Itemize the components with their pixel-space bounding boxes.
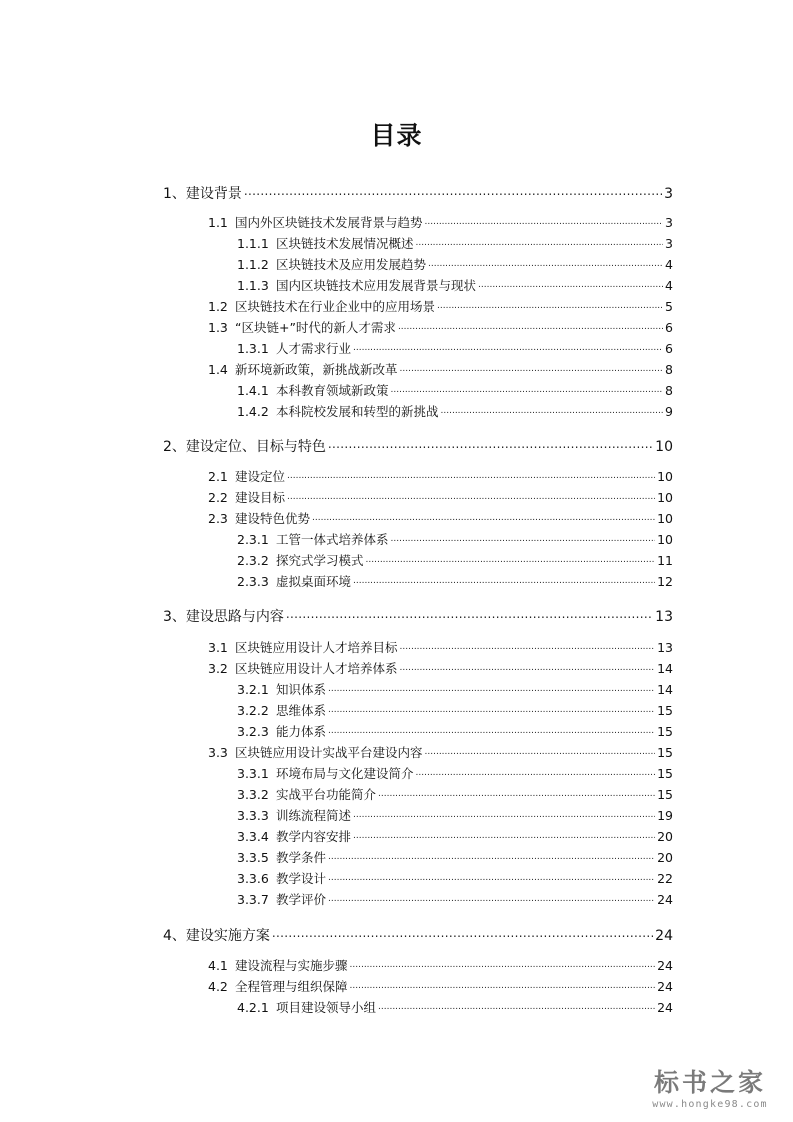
toc-entry-page: 3 (665, 236, 673, 251)
toc-entry-title: 建设实施方案 (185, 928, 270, 944)
toc-entry-page: 6 (665, 341, 673, 356)
toc-entry-page: 8 (665, 362, 673, 377)
toc-entry-page: 24 (657, 958, 673, 973)
toc-entry-number: 3.3.4 (237, 829, 269, 844)
toc-entry-title: 人才需求行业 (276, 341, 352, 356)
toc-entry-number: 3.2 (208, 661, 228, 676)
toc-entry-level-3[interactable] (237, 572, 673, 590)
toc-entry-page: 19 (657, 808, 673, 823)
toc-entry-page: 11 (657, 553, 673, 568)
toc-entry-level-3[interactable] (237, 234, 673, 252)
toc-entry-number: 4.2.1 (237, 1000, 269, 1015)
toc-entry-number: 3.3.2 (237, 787, 269, 802)
toc-entry-level-2[interactable] (208, 213, 673, 231)
toc-dot-leader (400, 661, 656, 674)
toc-entry-page: 24 (657, 892, 673, 907)
toc-entry-number: 2、 (163, 439, 186, 455)
toc-entry-page: 4 (665, 257, 673, 272)
toc-dot-leader (416, 766, 656, 779)
toc-entry-number: 2.3.2 (237, 553, 269, 568)
toc-entry-page: 14 (657, 682, 673, 697)
toc-entry-page: 6 (665, 320, 673, 335)
toc-entry-title: 全程管理与组织保障 (235, 979, 348, 994)
toc-entry-page: 4 (665, 278, 673, 293)
toc-dot-leader (378, 787, 655, 800)
toc-entry-page: 24 (655, 928, 673, 944)
toc-dot-leader (437, 299, 663, 312)
toc-entry-title: 本科院校发展和转型的新挑战 (276, 404, 439, 419)
toc-dot-leader (441, 404, 664, 417)
toc-entry-title: 新环境新政策，新挑战新改革 (235, 362, 398, 377)
toc-entry-title: 区块链应用设计人才培养目标 (235, 640, 398, 655)
toc-entry-page: 9 (665, 404, 673, 419)
watermark-url: www.hongke98.com (652, 1099, 768, 1110)
toc-entry-title: 项目建设领导小组 (276, 1000, 377, 1015)
toc-entry-title: 思维体系 (276, 703, 327, 718)
toc-entry-page: 14 (657, 661, 673, 676)
toc-entry-title: 建设定位 (235, 469, 286, 484)
toc-entry-level-3[interactable] (237, 339, 673, 357)
toc-entry-level-3[interactable] (237, 722, 673, 740)
toc-entry-number: 3.2.2 (237, 703, 269, 718)
toc-entry-page: 20 (657, 850, 673, 865)
toc-entry-level-2[interactable] (208, 956, 673, 974)
toc-entry-title: 建设定位、目标与特色 (185, 439, 326, 455)
toc-entry-page: 22 (657, 871, 673, 886)
toc-entry-page: 5 (665, 299, 673, 314)
toc-entry-title: 建设特色优势 (235, 511, 311, 526)
toc-entry-page: 15 (657, 766, 673, 781)
toc-dot-leader (353, 341, 663, 354)
toc-dot-leader (353, 574, 655, 587)
toc-entry-page: 13 (655, 609, 673, 625)
toc-entry-title: “区块链+”时代的新人才需求 (235, 320, 396, 335)
toc-entry-page: 10 (657, 490, 673, 505)
toc-entry-number: 1.2 (208, 299, 228, 314)
toc-dot-leader (416, 236, 664, 249)
toc-entry-level-3[interactable] (237, 530, 673, 548)
toc-entry-level-1[interactable] (163, 436, 673, 456)
toc-entry-title: 建设流程与实施步骤 (235, 958, 348, 973)
toc-entry-page: 13 (657, 640, 673, 655)
toc-entry-page: 10 (657, 511, 673, 526)
toc-dot-leader (312, 511, 655, 524)
toc-entry-number: 3.3.7 (237, 892, 269, 907)
toc-entry-level-3[interactable] (237, 869, 673, 887)
toc-dot-leader (428, 257, 663, 270)
toc-dot-leader (328, 850, 655, 863)
toc-entry-level-1[interactable] (163, 606, 673, 626)
toc-entry-title: 建设目标 (235, 490, 286, 505)
toc-entry-level-2[interactable] (208, 360, 673, 378)
toc-entry-number: 1.4 (208, 362, 228, 377)
page-title: 目录 (370, 121, 423, 150)
toc-dot-leader (244, 184, 662, 198)
toc-entry-level-3[interactable] (237, 827, 673, 845)
toc-entry-level-3[interactable] (237, 890, 673, 908)
toc-dot-leader (378, 1000, 655, 1013)
toc-entry-title: 环境布局与文化建设简介 (276, 766, 414, 781)
toc-entry-number: 3.3 (208, 745, 228, 760)
watermark-name: 标书之家 (653, 1068, 766, 1097)
toc-entry-level-1[interactable] (163, 925, 673, 945)
toc-dot-leader (272, 926, 653, 940)
toc-dot-leader (287, 469, 655, 482)
toc-dot-leader (353, 808, 655, 821)
toc-dot-leader (391, 532, 656, 545)
toc-entry-page: 3 (664, 186, 673, 202)
toc-entry-page: 15 (657, 703, 673, 718)
toc-entry-page: 10 (655, 439, 673, 455)
toc-entry-title: 区块链技术发展情况概述 (276, 236, 414, 251)
watermark-logo (640, 1068, 780, 1112)
toc-entry-number: 4.2 (208, 979, 228, 994)
toc-entry-level-2[interactable] (208, 318, 673, 336)
toc-dot-leader (353, 829, 655, 842)
toc-entry-number: 3.2.3 (237, 724, 269, 739)
toc-entry-level-3[interactable] (237, 381, 673, 399)
toc-entry-page: 15 (657, 745, 673, 760)
toc-dot-leader (366, 553, 656, 566)
toc-entry-level-2[interactable] (208, 977, 673, 995)
toc-entry-title: 教学设计 (276, 871, 327, 886)
toc-entry-level-2[interactable] (208, 509, 673, 527)
toc-entry-level-3[interactable] (237, 848, 673, 866)
toc-entry-level-1[interactable] (163, 183, 673, 203)
toc-entry-page: 24 (657, 979, 673, 994)
toc-entry-title: 教学评价 (276, 892, 327, 907)
toc-dot-leader (287, 490, 655, 503)
toc-entry-number: 4.1 (208, 958, 228, 973)
toc-entry-number: 3.3.1 (237, 766, 269, 781)
toc-entry-level-3[interactable] (237, 998, 673, 1016)
toc-entry-level-3[interactable] (237, 701, 673, 719)
toc-dot-leader (328, 892, 655, 905)
toc-entry-number: 3.2.1 (237, 682, 269, 697)
toc-dot-leader (328, 724, 655, 737)
toc-entry-title: 教学内容安排 (276, 829, 352, 844)
toc-entry-number: 1、 (163, 186, 186, 202)
toc-entry-number: 1.1 (208, 215, 228, 230)
toc-dot-leader (425, 215, 664, 228)
toc-dot-leader (400, 362, 664, 375)
toc-entry-page: 10 (657, 532, 673, 547)
toc-entry-title: 区块链应用设计实战平台建设内容 (235, 745, 423, 760)
toc-entry-level-2[interactable] (208, 743, 673, 761)
toc-entry-title: 区块链技术及应用发展趋势 (276, 257, 427, 272)
toc-entry-level-3[interactable] (237, 680, 673, 698)
toc-entry-number: 1.4.2 (237, 404, 269, 419)
toc-entry-title: 工管一体式培养体系 (276, 532, 389, 547)
toc-entry-number: 2.1 (208, 469, 228, 484)
toc-entry-page: 12 (657, 574, 673, 589)
toc-entry-page: 3 (665, 215, 673, 230)
toc-entry-title: 实战平台功能简介 (276, 787, 377, 802)
toc-entry-title: 国内外区块链技术发展背景与趋势 (235, 215, 423, 230)
toc-entry-number: 1.3.1 (237, 341, 269, 356)
toc-entry-title: 虚拟桌面环境 (276, 574, 352, 589)
toc-dot-leader (328, 682, 655, 695)
toc-entry-level-2[interactable] (208, 638, 673, 656)
toc-dot-leader (478, 278, 663, 291)
toc-entry-level-3[interactable] (237, 785, 673, 803)
toc-entry-page: 24 (657, 1000, 673, 1015)
toc-entry-number: 4、 (163, 928, 186, 944)
toc-entry-number: 2.2 (208, 490, 228, 505)
toc-dot-leader (400, 640, 656, 653)
toc-entry-title: 建设背景 (185, 186, 242, 202)
toc-dot-leader (398, 320, 663, 333)
toc-entry-number: 1.4.1 (237, 383, 269, 398)
toc-entry-title: 区块链应用设计人才培养体系 (235, 661, 398, 676)
toc-entry-level-3[interactable] (237, 276, 673, 294)
toc-dot-leader (425, 745, 656, 758)
toc-entry-number: 1.3 (208, 320, 228, 335)
toc-entry-title: 训练流程简述 (276, 808, 352, 823)
toc-entry-level-3[interactable] (237, 255, 673, 273)
toc-entry-level-2[interactable] (208, 659, 673, 677)
toc-entry-level-3[interactable] (237, 402, 673, 420)
toc-entry-page: 8 (665, 383, 673, 398)
toc-dot-leader (350, 979, 656, 992)
toc-dot-leader (328, 871, 655, 884)
toc-entry-number: 1.1.3 (237, 278, 269, 293)
toc-entry-page: 20 (657, 829, 673, 844)
toc-entry-level-2[interactable] (208, 467, 673, 485)
toc-dot-leader (391, 383, 664, 396)
toc-entry-title: 能力体系 (276, 724, 327, 739)
toc-dot-leader (328, 703, 655, 716)
toc-entry-number: 3、 (163, 609, 186, 625)
toc-entry-title: 教学条件 (276, 850, 327, 865)
toc-entry-title: 知识体系 (276, 682, 327, 697)
toc-dot-leader (350, 958, 656, 971)
toc-entry-number: 2.3 (208, 511, 228, 526)
toc-dot-leader (328, 437, 653, 451)
toc-entry-number: 3.3.6 (237, 871, 269, 886)
toc-entry-number: 3.3.3 (237, 808, 269, 823)
toc-entry-level-3[interactable] (237, 806, 673, 824)
toc-entry-level-2[interactable] (208, 297, 673, 315)
toc-entry-level-2[interactable] (208, 488, 673, 506)
toc-entry-number: 3.3.5 (237, 850, 269, 865)
toc-entry-page: 15 (657, 787, 673, 802)
toc-entry-page: 15 (657, 724, 673, 739)
toc-entry-page: 10 (657, 469, 673, 484)
toc-entry-level-3[interactable] (237, 764, 673, 782)
toc-entry-level-3[interactable] (237, 551, 673, 569)
toc-entry-title: 本科教育领域新政策 (276, 383, 389, 398)
toc-entry-title: 探究式学习模式 (276, 553, 364, 568)
toc-dot-leader (286, 607, 653, 621)
toc-entry-number: 3.1 (208, 640, 228, 655)
toc-entry-title: 建设思路与内容 (185, 609, 284, 625)
toc-entry-title: 国内区块链技术应用发展背景与现状 (276, 278, 477, 293)
toc-entry-number: 1.1.1 (237, 236, 269, 251)
toc-entry-number: 1.1.2 (237, 257, 269, 272)
toc-entry-title: 区块链技术在行业企业中的应用场景 (235, 299, 436, 314)
toc-entry-number: 2.3.1 (237, 532, 269, 547)
toc-entry-number: 2.3.3 (237, 574, 269, 589)
